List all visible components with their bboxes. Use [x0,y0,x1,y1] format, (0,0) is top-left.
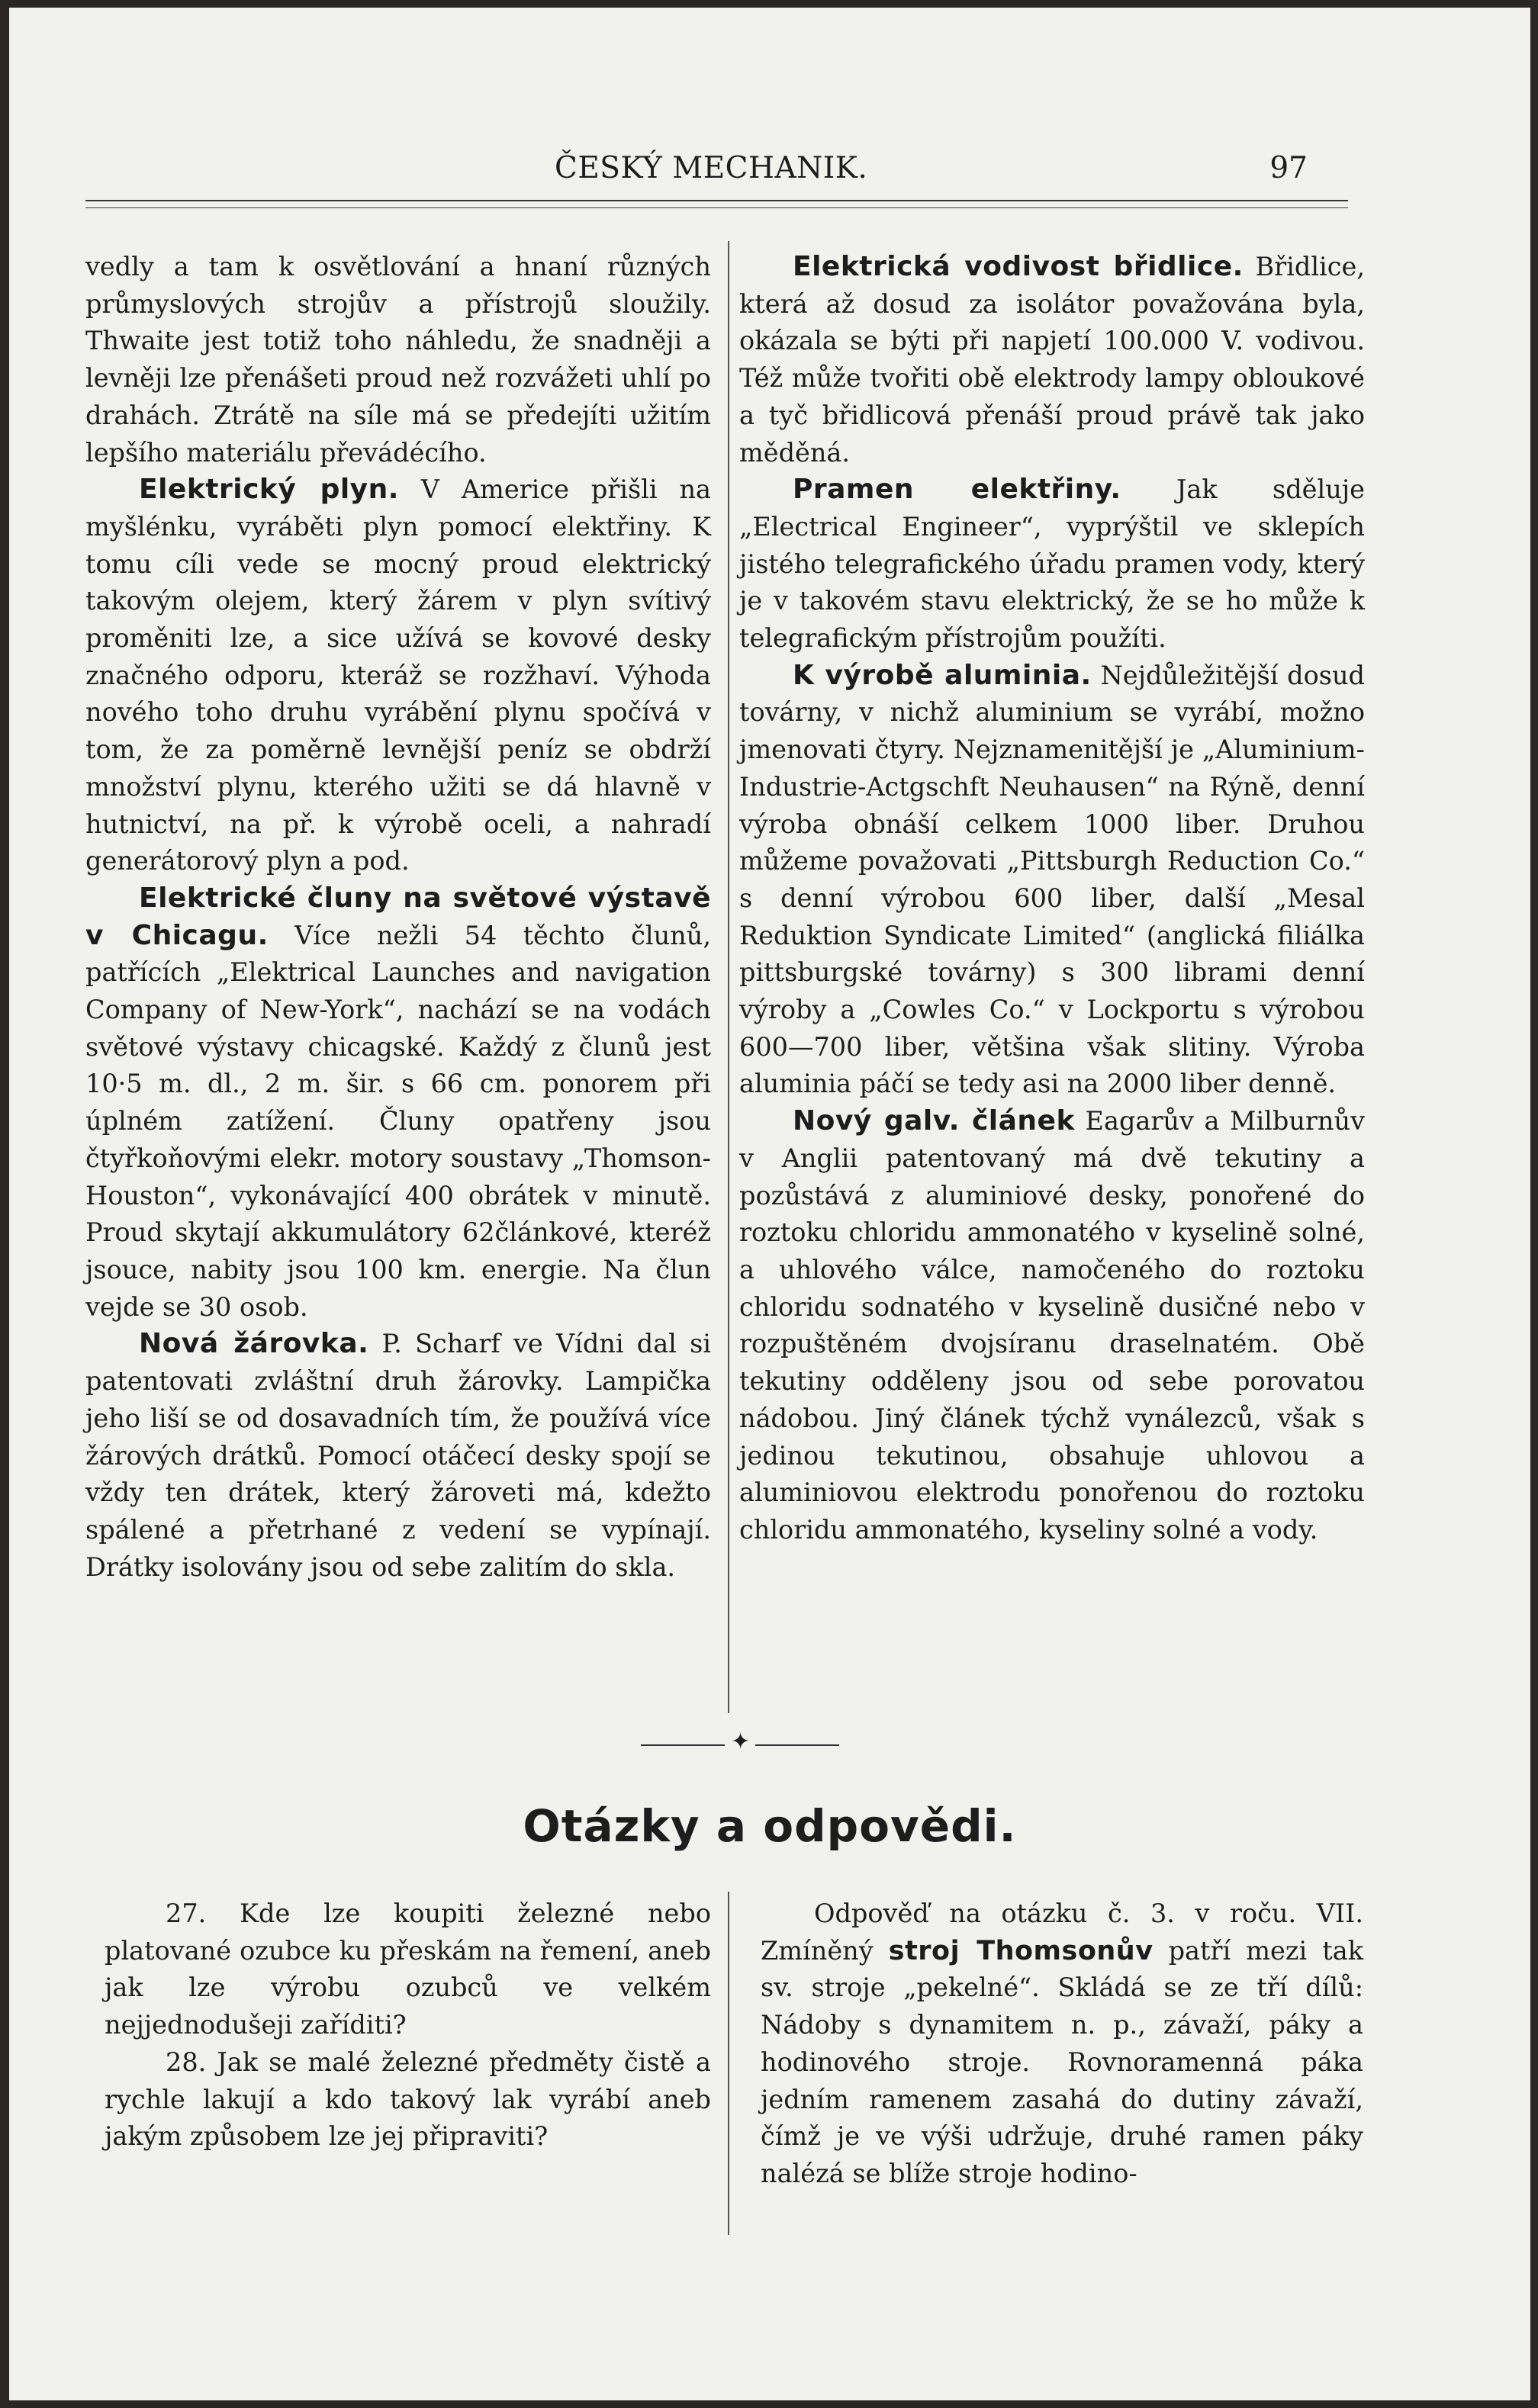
ornament-star-icon: ✦ [731,1728,751,1755]
article-text: Nejdůležitější dosud továrny, v nichž aluminium se vyrábí, možno jmenovati čtyry. Nejznamenitější je „Aluminium-Industrie-Actgschft Neuhausen“ na Rýně, denní výroba obnáší celkem 1000 liber. Druhou můžeme považovati „Pittsburgh Reduction Co.“ s denní výrobou 600 liber, další „Mesal Reduktion Syndicate Limited“ (anglická filiálka pittsburgské továrny) s 300 librami denní výroby a „Cowles Co.“ v Lockportu s výrobou 600—700 liber, většina však slitiny. Výroba aluminia páčí se tedy asi na 2000 liber denně. [739,660,1365,1099]
running-title: ČESKÝ MECHANIK. [555,151,868,185]
questions-column [105,1895,711,2156]
article-heading: Elektrická vodivost břidlice. [793,251,1244,282]
right-column [739,249,1365,1549]
article-text: Jak sděluje „Electrical Engineer“, vyprýštil ve sklepích jistého telegrafického úřadu pramen vody, který je v takovém stavu elektrický, že se ho může k telegrafickým přístrojům použíti. [739,474,1365,654]
page-header [9,151,1530,197]
article-galvanic-cell [739,1103,1365,1548]
article-slate-conductivity [739,249,1365,471]
article-text: P. Scharf ve Vídni dal si patentovati zvláštní druh žárovky. Lampička jeho liší se od dosavadních tím, že používá více žárových drátků. Pomocí otáčecí desky spojí se vždy ten drátek, který žároveti má, kdežto spálené a přetrhané z vedení se vypínají. Drátky isolovány jsou od sebe zalitím do skla. [85,1329,711,1582]
answer-text: patří mezi tak sv. stroje „pekelné“. Skládá se ze tří dílů: Nádoby s dynamitem n. p., závaží, páky a hodinového stroje. Rovnoramenná páka jedním ramenem zasahá do dutiny závaží, čímž je ve výši udržuje, druhé ramen páky nalézá se blíže stroje hodino- [761,1935,1363,2188]
header-rule-thin [85,207,1348,208]
article-heading: Pramen elektřiny. [793,474,1121,506]
column-divider [728,241,729,1713]
question-28: 28. Jak se malé železné předměty čistě a rychle lakují a kdo takový lak vyrábí aneb jakým způsobem lze jej připraviti? [105,2046,711,2152]
answers-column [761,1895,1363,2193]
paragraph-continued: vedly a tam k osvětlování a hnaní různých průmyslových strojův a přístrojů sloužily. Thwaite jest totiž toho náhledu, že snadněji a levněji lze přenášeti proud než rozvážeti uhlí po drahách. Ztrátě na síle má se předejíti užitím lepšího materiálu převádécího. [85,252,711,468]
article-electric-gas [85,471,711,880]
question-27: 27. Kde lze koupiti železné nebo platované ozubce ku přeskám na řemení, aneb jak lze výrobu ozubců ve velkém nejjednodušeji zaříditi? [105,1898,711,2040]
article-heading: Nová žárovka. [139,1328,369,1360]
article-text: Břidlice, která až dosud za isolátor považována byla, okázala se býti při napjetí 100.000 V. vodivou. Též může tvořiti obě elektrody lampy obloukové a tyč břidlicová přenáší proud právě tak jako měděná. [739,252,1365,468]
section-title: Otázky a odpovědi. [523,1800,1017,1852]
article-aluminium [739,657,1365,1103]
article-text: V Americe přišli na myšlénku, vyráběti plyn pomocí elektřiny. K tomu cíli vede se mocný proud elektrický takovým olejem, který žárem v plyn svítivý proměniti lze, a sice užívá se kovové desky značného odporu, kteráž se rozžhaví. Výhoda nového toho druhu vyrábění plynu spočívá v tom, že za poměrně levnější peníz se obdrží množství plynu, kterého užiti se dá hlavně v hutnictví, na př. k výrobě oceli, a nahradí generátorový plyn a pod. [85,474,712,876]
article-heading: K výrobě aluminia. [793,659,1092,691]
ornament-divider [641,1728,839,1755]
article-heading: Elektrické čluny na světové výstavě v Chicagu. [85,882,711,951]
left-column [85,249,711,1586]
answer-3 [761,1895,1363,2193]
article-heading: Elektrický plyn. [139,474,399,506]
answer-intro: Odpověď na otázku č. 3. v roču. VII. Zmíněný [761,1898,1363,1966]
column-divider-questions [728,1892,729,2235]
ornament-line-right [755,1744,839,1746]
article-text: Více nežli 54 těchto člunů, patřících „Elektrical Launches and navigation Company of New-York“, nachází se na vodách světové výstavy chicagské. Každý z člunů jest 10·5 m. dl., 2 m. šir. s 66 cm. ponorem při úplném zatížení. Čluny opatřeny jsou čtyřkoňovými elekr. motory soustavy „Thomson-Houston“, vykonávající 400 obrátek v minutě. Proud skytají akkumulátory 62článkové, kteréž jsouce, nabity jsou 100 km. energie. Na člun vejde se 30 osob. [85,920,711,1322]
answer-heading: stroj Thomsonův [888,1935,1154,1966]
page [9,8,1530,2400]
header-rule [85,200,1348,201]
article-heading: Nový galv. článek [793,1105,1075,1137]
ornament-line-left [641,1744,725,1746]
article-text: Eagarův a Milburnův v Anglii patentovaný má dvě tekutiny a pozůstává z aluminiové desky, ponořené do roztoku chloridu ammonatého v kyselině solné, a uhlového válce, namočeného do roztoku chloridu sodnatého v kyselině dusičné nebo v rozpuštěném dvojsíranu draselnatém. Obě tekutiny odděleny jsou od sebe porovatou nádobou. Jiný článek týchž vynálezců, však s jedinou tekutinou, obsahuje uhlovou a aluminiovou elektrodu ponořenou do roztoku chloridu ammonatého, kyseliny solné a vody. [739,1106,1365,1545]
page-number: 97 [1269,151,1308,185]
article-new-bulb [85,1326,711,1586]
article-spring-electricity [739,471,1365,657]
article-electric-boats [85,880,711,1326]
